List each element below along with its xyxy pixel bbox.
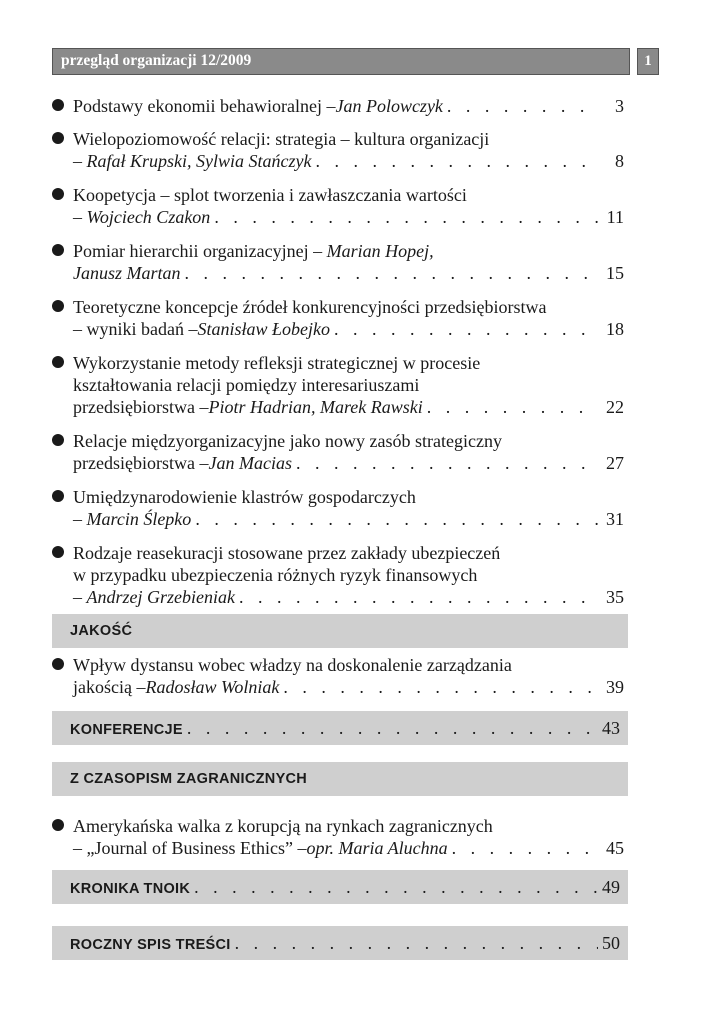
section-spis[interactable] [52, 926, 628, 960]
toc-entry[interactable] [52, 128, 624, 172]
entry-author: Rafał Krupski, Sylwia Stańczyk [86, 151, 312, 171]
entry-prefix: – [73, 151, 82, 171]
bullet-icon [52, 132, 64, 144]
section-page: 49 [602, 877, 620, 897]
entry-author: Jan Polowczyk [335, 96, 443, 116]
entry-title: Wielopoziomowość relacji: strategia – kultura organizacji [73, 129, 490, 149]
entry-prefix: – [73, 207, 82, 227]
section-page: 50 [602, 933, 620, 953]
entry-title-line-2: kształtowania relacji pomiędzy interesariuszami [73, 375, 420, 395]
entry-author: Janusz Martan [73, 263, 181, 283]
entry-title: Amerykańska walka z korupcją na rynkach zagranicznych [73, 816, 493, 836]
entry-prefix: – [73, 509, 82, 529]
entry-prefix: – wyniki badań – [73, 319, 198, 339]
dot-leader [185, 262, 599, 284]
dot-leader [195, 508, 598, 530]
dot-leader [427, 396, 598, 418]
section-label: Z CZASOPISM ZAGRANICZNYCH [70, 771, 308, 787]
dot-leader [239, 586, 598, 608]
section-zagraniczne [52, 762, 628, 796]
entry-title: Teoretyczne koncepcje źródeł konkurencyjności przedsiębiorstwa [73, 297, 547, 317]
entry-author: Jan Macias [208, 453, 292, 473]
entry-prefix: przedsiębiorstwa – [73, 453, 209, 473]
section-label: KRONIKA TNOIK [70, 881, 191, 897]
entry-page: 27 [606, 453, 624, 473]
dot-leader [214, 206, 598, 228]
bullet-icon [52, 300, 64, 312]
entry-author: Andrzej Grzebieniak [86, 587, 235, 607]
toc-entry[interactable] [52, 240, 624, 284]
section-kronika[interactable] [52, 870, 628, 904]
toc-entry[interactable] [52, 486, 624, 530]
entry-author: Wojciech Czakon [86, 207, 211, 227]
toc-entry[interactable] [52, 95, 624, 117]
entry-prefix: przedsiębiorstwa – [73, 397, 209, 417]
entry-prefix: jakością – [73, 677, 146, 697]
entry-page: 39 [606, 677, 624, 697]
entry-title-line-2: w przypadku ubezpieczenia różnych ryzyk finansowych [73, 565, 478, 585]
bullet-icon [52, 546, 64, 558]
entry-prefix: – [73, 587, 82, 607]
dot-leader [334, 318, 598, 340]
toc-entry[interactable] [52, 184, 624, 228]
entry-page: 35 [606, 587, 624, 607]
journal-header-bar [52, 48, 630, 75]
entry-page: 22 [606, 397, 624, 417]
bullet-icon [52, 658, 64, 670]
dot-leader [452, 837, 598, 859]
toc-entry[interactable] [52, 815, 624, 859]
entry-title-line-1: Rodzaje reasekuracji stosowane przez zakłady ubezpieczeń [73, 543, 501, 563]
entry-title: Pomiar hierarchii organizacyjnej – [73, 241, 327, 261]
section-konferencje[interactable] [52, 711, 628, 745]
entry-page: 31 [606, 509, 624, 529]
bullet-icon [52, 188, 64, 200]
section-label: KONFERENCJE [70, 722, 183, 738]
toc-entry[interactable] [52, 542, 624, 608]
entry-page: 8 [615, 151, 624, 171]
entry-title: Relacje międzyorganizacyjne jako nowy zasób strategiczny [73, 431, 502, 451]
bullet-icon [52, 99, 64, 111]
entry-title: Umiędzynarodowienie klastrów gospodarczych [73, 487, 416, 507]
bullet-icon [52, 490, 64, 502]
entry-title-line-1: Wykorzystanie metody refleksji strategicznej w procesie [73, 353, 481, 373]
bullet-icon [52, 434, 64, 446]
dot-leader [235, 933, 598, 954]
bullet-icon [52, 244, 64, 256]
entry-author: Marcin Ślepko [86, 509, 192, 529]
toc-entry[interactable] [52, 654, 624, 698]
section-label: JAKOŚĆ [70, 623, 133, 639]
dot-leader [315, 150, 598, 172]
entry-page: 18 [606, 319, 624, 339]
entry-page: 3 [615, 96, 624, 116]
entry-page: 45 [606, 838, 624, 858]
dot-leader [296, 452, 598, 474]
entry-author: opr. Maria Aluchna [306, 838, 448, 858]
dot-leader [187, 718, 598, 739]
toc-entry[interactable] [52, 296, 624, 340]
section-page: 43 [602, 718, 620, 738]
section-jakosc [52, 614, 628, 648]
entry-prefix: – „Journal of Business Ethics” – [73, 838, 307, 858]
section-label: ROCZNY SPIS TREŚCI [70, 937, 231, 953]
entry-author: Stanisław Łobejko [197, 319, 330, 339]
entry-page: 11 [606, 207, 624, 227]
entry-author: Piotr Hadrian, Marek Rawski [208, 397, 423, 417]
entry-author: Marian Hopej, [326, 241, 434, 261]
dot-leader [447, 95, 598, 117]
bullet-icon [52, 356, 64, 368]
entry-title: Koopetycja – splot tworzenia i zawłaszczania wartości [73, 185, 467, 205]
dot-leader [194, 877, 598, 898]
dot-leader [283, 676, 598, 698]
entry-page: 15 [606, 263, 624, 283]
toc-entry[interactable] [52, 352, 624, 418]
toc-entry[interactable] [52, 430, 624, 474]
journal-title: przegląd organizacji 12/2009 [61, 52, 252, 69]
entry-title: Wpływ dystansu wobec władzy na doskonalenie zarządzania [73, 655, 512, 675]
entry-author: Radosław Wolniak [145, 677, 280, 697]
page-number-badge: 1 [637, 48, 659, 75]
entry-title: Podstawy ekonomii behawioralnej – [73, 96, 336, 116]
bullet-icon [52, 819, 64, 831]
